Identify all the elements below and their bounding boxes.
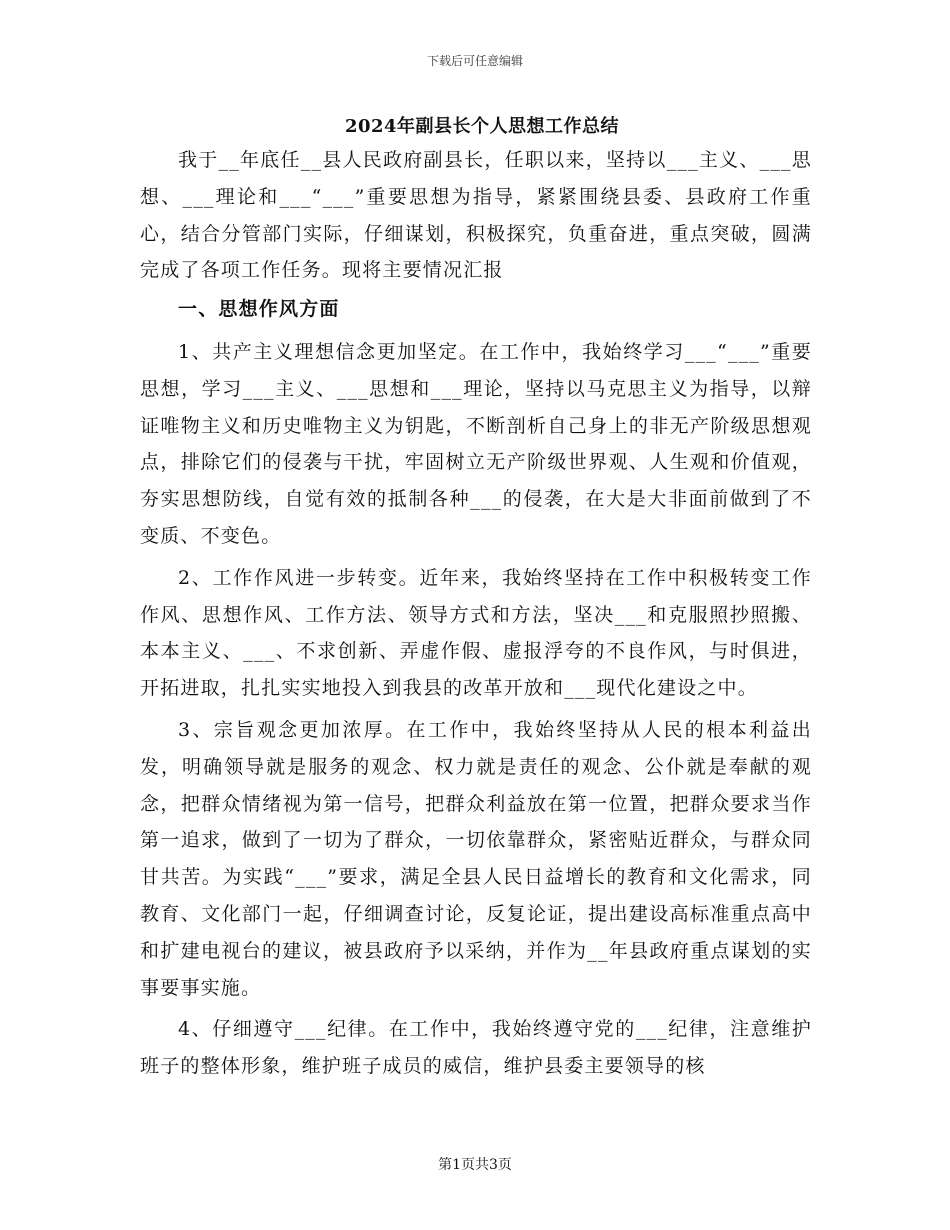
body-paragraph-2: 2、工作作风进一步转变。近年来，我始终坚持在工作中积极转变工作作风、思想作风、工作方法、领导方式和方法，坚决___和克服照抄照搬、本本主义、___、不求创新、弄虚作假、虚报浮夸的不良作风，与时俱进，开拓进取，扎扎实实地投入到我县的改革开放和___现代化建设之中。 [140, 566, 812, 700]
body-paragraph-3: 3、宗旨观念更加浓厚。在工作中，我始终坚持从人民的根本利益出发，明确领导就是服务的观念、权力就是责任的观念、公仆就是奉献的观念，把群众情绪视为第一信号，把群众利益放在第一位置，把群众要求当作第一追求，做到了一切为了群众，一切依靠群众，紧密贴近群众，与群众同甘共苦。为实践“___”要求，满足全县人民日益增长的教育和文化需求，同教育、文化部门一起，仔细调查讨论，反复论证，提出建设高标准重点高中和扩建电视台的建议，被县政府予以采纳，并作为__年县政府重点谋划的实事要事实施。 [140, 718, 812, 999]
section-heading: 一、思想作风方面 [178, 298, 340, 321]
page-header-note: 下载后可任意编辑 [426, 54, 523, 68]
intro-paragraph: 我于__年底任__县人民政府副县长，任职以来，坚持以___主义、___思想、___理论和___“___”重要思想为指导，紧紧围绕县委、县政府工作重心，结合分管部门实际，仔细谋划，积极探究，负重奋进，重点突破，圆满完成了各项工作任务。现将主要情况汇报 [140, 149, 812, 282]
body-paragraph-1: 1、共产主义理想信念更加坚定。在工作中，我始终学习___“___”重要思想，学习___主义、___思想和___理论，坚持以马克思主义为指导，以辩证唯物主义和历史唯物主义为钥匙，不断剖析自己身上的非无产阶级思想观点，排除它们的侵袭与干扰，牢固树立无产阶级世界观、人生观和价值观，夯实思想防线，自觉有效的抵制各种___的侵袭，在大是大非面前做到了不变质、不变色。 [140, 340, 812, 547]
body-paragraph-4: 4、仔细遵守___纪律。在工作中，我始终遵守党的___纪律，注意维护班子的整体形象，维护班子成员的威信，维护县委主要领导的核 [140, 1018, 812, 1078]
document-body [140, 112, 812, 1085]
page-footer-number: 第1页共3页 [438, 1157, 512, 1173]
document-title: 2024年副县长个人思想工作总结 [344, 116, 620, 137]
